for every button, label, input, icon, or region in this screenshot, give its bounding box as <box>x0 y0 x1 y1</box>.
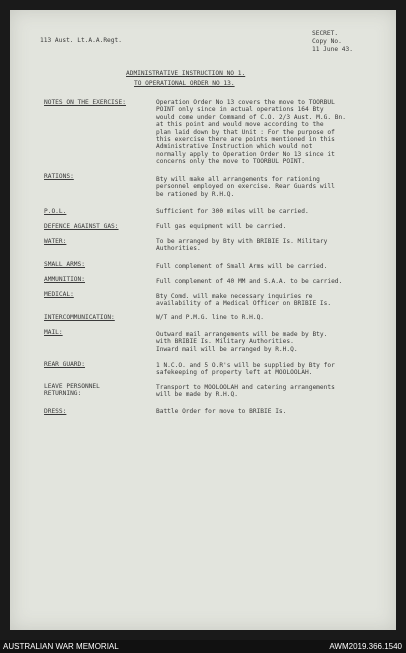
text-line: availability of a Medical Officer on BRIBIE Is. <box>156 300 332 308</box>
text-line: personnel employed on exercise. Rear Guards will <box>156 183 335 191</box>
text-line: safekeeping of property left at MOOLOOLAH. <box>156 369 313 377</box>
section-body-small-arms <box>156 263 392 270</box>
section-label-mail: MAIL: <box>44 329 63 336</box>
section-label-intercommunication: INTERCOMMUNICATION: <box>44 314 115 321</box>
section-label-leave-personnel: LEAVE PERSONNEL RETURNING: <box>44 383 100 398</box>
section-body-notes <box>156 99 392 166</box>
footer-bar <box>0 640 406 653</box>
text-line: Transport to MOOLOOLAH and catering arrangements <box>156 384 335 391</box>
text-line: concerns only the move to TOORBUL POINT. <box>156 158 306 166</box>
text-line: To be arranged by Bty with BRIBIE Is. Military <box>156 238 328 245</box>
text-line: Outward mail arrangements will be made by Bty. <box>156 331 328 338</box>
text-line: W/T and P.M.G. line to R.H.Q. <box>156 314 265 321</box>
text-line: Full complement of Small Arms will be carried. <box>156 263 328 270</box>
section-body-gas <box>156 223 392 230</box>
section-label-gas: DEFENCE AGAINST GAS: <box>44 223 119 230</box>
section-label-water: WATER: <box>44 238 67 245</box>
text-line: Inward mail will be arranged by R.H.Q. <box>156 345 298 353</box>
text-line: at this point and would move according to the <box>156 121 324 129</box>
section-body-intercommunication <box>156 314 392 321</box>
text-line: Bty Comd. will make necessary inquiries re <box>156 293 313 300</box>
section-label-rear-guard: REAR GUARD: <box>44 361 85 368</box>
text-line: be rationed by R.H.Q. <box>156 190 235 198</box>
document-date: 11 June 43. <box>312 46 353 53</box>
section-label-dress: DRESS: <box>44 408 67 415</box>
section-label-medical: MEDICAL: <box>44 291 74 298</box>
section-label-small-arms: SMALL ARMS: <box>44 261 85 268</box>
section-body-water <box>156 238 392 253</box>
text-line: Full gas equipment will be carried. <box>156 223 287 230</box>
text-line: Bty will make all arrangements for rationing <box>156 176 320 183</box>
section-body-medical <box>156 293 392 308</box>
section-label-notes: NOTES ON THE EXERCISE: <box>44 99 126 106</box>
footer-accession-number: AWM2019.366.1540 <box>329 642 402 651</box>
unit-name: 113 Aust. Lt.A.A.Regt. <box>40 37 122 44</box>
text-line: will be made by R.H.Q. <box>156 391 238 399</box>
footer-institution: AUSTRALIAN WAR MEMORIAL <box>3 642 119 651</box>
text-line: 1 N.C.O. and 5 O.R's will be supplied by Bty for <box>156 362 335 369</box>
section-body-rear-guard <box>156 362 392 377</box>
text-line: normally apply to Operation Order No 13 since it <box>156 150 335 158</box>
text-line: this exercise there are points mentioned in this <box>156 136 335 144</box>
text-line: Operation Order No 13 covers the move to TOORBUL <box>156 99 335 106</box>
text-line: POINT only since in actual operations 164 Bty <box>156 106 324 114</box>
section-body-dress <box>156 408 392 415</box>
text-line: plan laid down by that Unit : For the purpose of <box>156 128 335 136</box>
section-label-ammunition: AMMUNITION: <box>44 276 85 283</box>
section-body-pol <box>156 208 392 215</box>
section-label-pol: P.O.L. <box>44 208 67 215</box>
section-body-leave-personnel <box>156 384 392 399</box>
text-line: would come under Command of C.O. 2/3 Aust. M.G. Bn. <box>156 113 346 121</box>
text-line: Authorities. <box>156 245 201 253</box>
text-line: Sufficient for 300 miles will be carried. <box>156 208 309 215</box>
text-line: Full complement of 40 MM and S.A.A. to be carried. <box>156 278 343 285</box>
text-line: Battle Order for move to BRIBIE Is. <box>156 408 287 415</box>
section-body-rations <box>156 176 392 198</box>
section-label-rations: RATIONS: <box>44 173 74 180</box>
classification: SECRET. <box>312 30 339 37</box>
title-line-2: TO OPERATIONAL ORDER NO 13. <box>134 80 235 87</box>
section-body-mail <box>156 331 392 353</box>
title-line-1: ADMINISTRATIVE INSTRUCTION NO 1. <box>126 70 246 77</box>
text-line: with BRIBIE Is. Military Authorities. <box>156 338 294 346</box>
text-line: Administrative Instruction which would not <box>156 143 313 151</box>
section-body-ammunition <box>156 278 392 285</box>
copy-number: Copy No. <box>312 38 342 45</box>
